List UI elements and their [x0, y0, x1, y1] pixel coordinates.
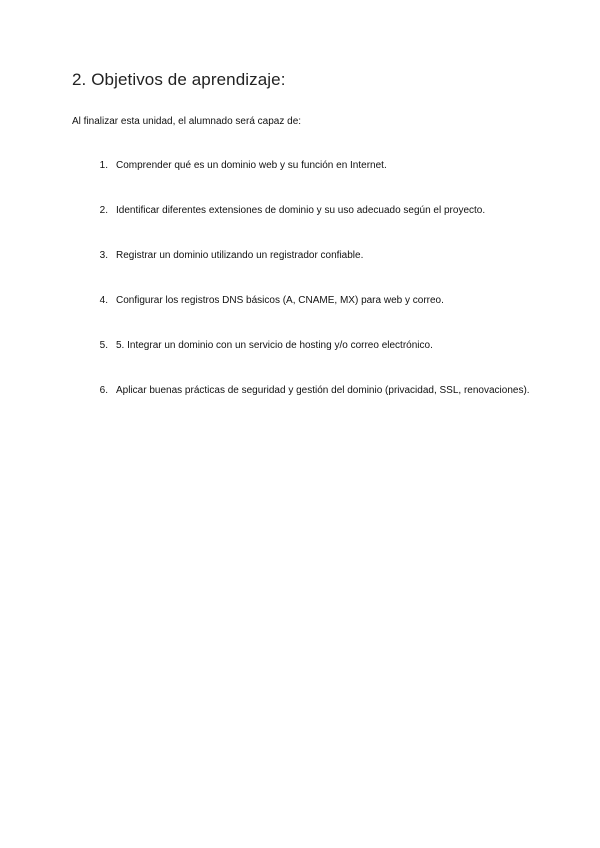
- list-item-text: Registrar un dominio utilizando un registrador confiable.: [116, 250, 364, 261]
- list-item-number: 6.: [99, 385, 108, 396]
- list-item: [72, 158, 542, 173]
- list-item: [72, 248, 542, 263]
- list-item: [72, 383, 542, 398]
- list-item-number: 2.: [99, 205, 108, 216]
- list-item-number: 3.: [99, 250, 108, 261]
- objectives-list: [72, 158, 542, 398]
- list-item-text: Aplicar buenas prácticas de seguridad y gestión del dominio (privacidad, SSL, renovaciones).: [116, 385, 530, 396]
- list-item: [72, 293, 542, 308]
- list-item-number: 5.: [99, 340, 108, 351]
- list-item-text: Comprender qué es un dominio web y su función en Internet.: [116, 160, 387, 171]
- list-item-number: 4.: [99, 295, 108, 306]
- list-item-text: 5. Integrar un dominio con un servicio de hosting y/o correo electrónico.: [116, 340, 433, 351]
- intro-paragraph: Al finalizar esta unidad, el alumnado será capaz de:: [72, 116, 302, 127]
- section-heading: 2. Objetivos de aprendizaje:: [72, 70, 286, 89]
- list-item: [72, 203, 542, 218]
- list-item-text: Identificar diferentes extensiones de dominio y su uso adecuado según el proyecto.: [116, 205, 486, 216]
- list-item-number: 1.: [99, 160, 108, 171]
- list-item-text: Configurar los registros DNS básicos (A, CNAME, MX) para web y correo.: [116, 295, 444, 306]
- list-item: [72, 338, 542, 353]
